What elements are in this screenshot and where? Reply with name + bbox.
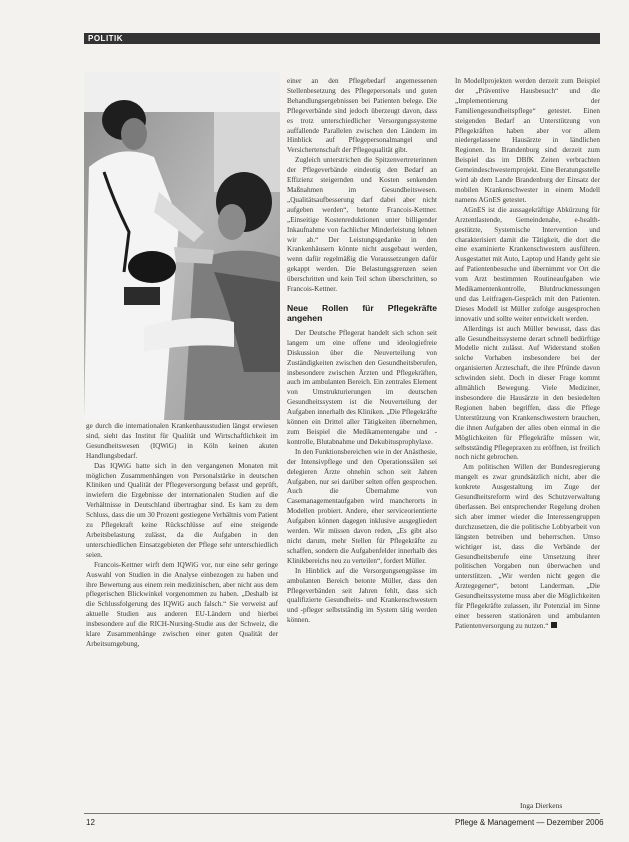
- paragraph: In Modellprojekten werden derzeit zum Beispiel der „Präventive Hausbesuch“ und die „Implementierung der Familiengesundheitspflege“ getestet. Einen steigenden Bedarf an Unterstützung von Pflegekräften haben aber vor allem niedergelassene Hausärzte in ländlichen Regionen. In Brandenburg sind derzeit zum Beispiel das im DBfK Zeiten verbrachten Gemeindeschwesternprojekt. Eine Beratungsstelle wird ab dem Lande Brandenburg der Einsatz der mobilen Krankenschwester in einem Modell namens AGnES getestet.: [455, 77, 600, 204]
- paragraph: einer an den Pflegebedarf angemessenen Stellenbesetzung des Pflegepersonals und guten Behandlungsergebnissen bei Patienten belege. Die Pflegeverbände sind jedoch überzeugt davon, dass es trotz unterschiedlicher Versorgungssysteme auffallende Parallelen zwischen den Ländern im Hinblick auf Pflegepersonalmangel und Versichertenschaft der Pflegequalität gibt.: [287, 77, 437, 155]
- section-label: POLITIK: [88, 34, 124, 43]
- article-column-3: [455, 77, 600, 632]
- paragraph: AGnES ist die aussagekräftige Abkürzung für Arztentlastende, Gemeindenahe, e-health-gestützte, Systemische Intervention und charakterisiert damit die Tätigkeit, die dort die eine examinierte Krankenschwestern ausführen. Ausgestattet mit Auto, Laptop und Handy geht sie auf Patientenbesuche und übernimmt vor Ort die vom Arzt bestimmten Routineaufgaben wie Medikamentenkontrolle, Blutdruckmessungen und das Leitfragen-Gespräch mit den Patienten. Dieses Modell ist Müller zufolge ausgesprochen innovativ und sollte weiter entwickelt werden.: [455, 205, 600, 323]
- article-column-2: [287, 77, 437, 626]
- paragraph: Das IQWiG hatte sich in den vergangenen Monaten mit möglichen Zusammenhängen von Personalstärke in deutschen Kliniken und Qualität der Pflegeversorgung befasst und geprüft, inwiefern die Ergebnisse der internationalen Studien auf die Verhältnisse in Deutschland übertragbar sind. Es kam zu dem Schluss, dass die um 30 Prozent gestiegene Verhältnis vom Patient zu Pflegekraft keine Rückschlüsse auf eine steigende Arbeitsbelastung zulässt, da die Aufgaben in den unterschiedlichen Einsatzgebieten der Pflege sehr unterschiedlich seien.: [86, 461, 278, 559]
- section-header-bar: [84, 33, 600, 44]
- footer-rule: [84, 813, 600, 814]
- journal-title: Pflege & Management — Dezember 2006: [455, 818, 604, 827]
- paragraph: Allerdings ist auch Müller bewusst, dass das alle Gesundheitssysteme derart schnell bedürftige Modelle nicht zulässt. Auf Widerstand stoßen solche Vorhaben insbesondere bei der organisierten Ärzteschaft, die ihre Pfründe davon schwinden sieht. Doch in dieser Frage kommt allmählich Bewegung. Viele Mediziner, insbesondere die Hausärzte in den besiedelten Regionen haben begriffen, dass die Pflege Unterstützung von Krankenschwestern brauchen, die ihnen Aufgaben der alles oben einmal in die Möglichkeiten für Pflegekräfte müssen wir, selbstständig Pflegepraxen zu eröffnen, ist freilich noch nicht gebrochen.: [455, 324, 600, 462]
- photo-nurse-measuring-blood-pressure: [84, 72, 280, 420]
- article-photo: [84, 72, 280, 420]
- paragraph-last: [455, 463, 600, 631]
- page-number: 12: [86, 818, 95, 827]
- paragraph: In den Funktionsbereichen wie in der Anästhesie, der Intensivpflege und den Operationssälen sei delegieren Ärzte ohnehin schon seit Jahren Aufgaben, nur sei darüber selten offen gesprochen. Auch die Übernahme von Casemanagementaufgaben wird mancherorts in Modellen probiert. Andere, eher serviceorientierte Aufgaben können dagegen inklusive ausgegliedert werden. Wir müssen davon reden, „Es gibt also nicht darum, mehr Stellen für Pflegekräfte zu schaffen, sondern die Aufgabenfelder innerhalb des Klinikbereichs neu zu verteilen“, fordert Müller.: [287, 447, 437, 565]
- paragraph: In Hinblick auf die Versorgungsengpässe im ambulanten Bereich betonte Müller, dass den Pflegeverbänden seit Jahren fehlt, dass sich qualifizierte Gesundheits- und Krankenschwestern und -pfleger selbstständig im System tätig werden können.: [287, 566, 437, 625]
- paragraph: Francois-Kettner wirft dem IQWiG vor, nur eine sehr geringe Auswahl von Studien in die Analyse einbezogen zu haben und ihre Bewertung aus einem rein medizinischen, aber nicht aus dem pflegerischen Blickwinkel vorgenommen zu haben. „Deshalb ist die Schlussfolgerung des IQWiG auch falsch.“ Sie verweist auf aktuelle Studien aus anderen EU-Ländern und hierbei insbesondere auf die RICH-Nursing-Studie aus der Schweiz, die klare Zusammenhänge zwischen einer guten Qualität der Arbeitsumgebung,: [86, 560, 278, 648]
- end-of-article-mark: [551, 622, 557, 628]
- subheading: Neue Rollen für Pflegekräfte angehen: [287, 302, 437, 323]
- paragraph: Der Deutsche Pflegerat handelt sich schon seit langem um eine offene und ideologiefreie Diskussion über die Neuverteilung von Zuständigkeiten zwischen den Gesundheitsberufen, insbesondere zwischen Ärzten und Pflegekräften, auch im ambulanten Bereich. Ein zentrales Element von Umstrukturierungen im deutschen Gesundheitssystem ist die Neuverteilung der Aufgaben innerhalb des Kliniken. „Die Pflegekräfte können ein Drittel aller Tätigkeiten übernehmen, zum Beispiel die Medikamentengabe und -kontrolle, Blutabnahme und Dekubitusprophylaxe.: [287, 328, 437, 446]
- paragraph-text: Am politischen Willen der Bundesregierung mangelt es zwar grundsätzlich nicht, aber die konkrete Ausgestaltung im Zuge der Gesundheitsreform wird des Schutzverwaltung überlassen. Bei entsprechender Regelung drohen sich aber immer wieder die Interessengruppen durchzusetzen, die die politische Lobbyarbeit von längsten betreiben und beherrschen. Umso wichtiger ist, dass die Verbände der Gesundheitsberufe eine Umsetzung ihrer politischen Vorgaben nun überwachen und unterstützen. „Wir werden nicht gegen die Ärztegegener“, betont Landerman. „Die Gesundheitssysteme muss aber die Möglichkeiten für Pflegekräfte zulassen, ihr Potenzial im Sinne einer besseren stationären und ambulanten Patientenversorgung zu nutzen.“: [455, 463, 600, 630]
- paragraph: ge durch die internationalen Krankenhausstudien längst erwiesen sind, sieht das Institut für Qualität und Wirtschaftlichkeit im Gesundheitswesen (IQWiG) in Köln keinen akuten Handlungsbedarf.: [86, 422, 278, 460]
- author-byline: Inga Dierkens: [520, 801, 563, 810]
- paragraph: Zugleich unterstrichen die Spitzenvertreterinnen der Pflegeverbände eindeutig den Bedarf an Effizienz steigernden und Kosten senkenden Maßnahmen im Gesundheitswesen. „Qualitätsaufbesserung darf dabei aber nicht aufgeben werden“, betonte Francois-Kettner. „Einseitige Kostenreduktionen unter billigender Inkaufnahme von fachlicher Minderleistung lehnen wir ab.“ Der Leistungsgedanke in den Krankenhäusern könnte nicht ausgebaut werden, wenn dafür regelmäßig die Voraussetzungen dafür gekappt werden. Die Belastungsgrenzen seien überschritten und kein Teil schon überschritten, so Francois-Kettner.: [287, 156, 437, 294]
- article-column-1: [86, 422, 278, 650]
